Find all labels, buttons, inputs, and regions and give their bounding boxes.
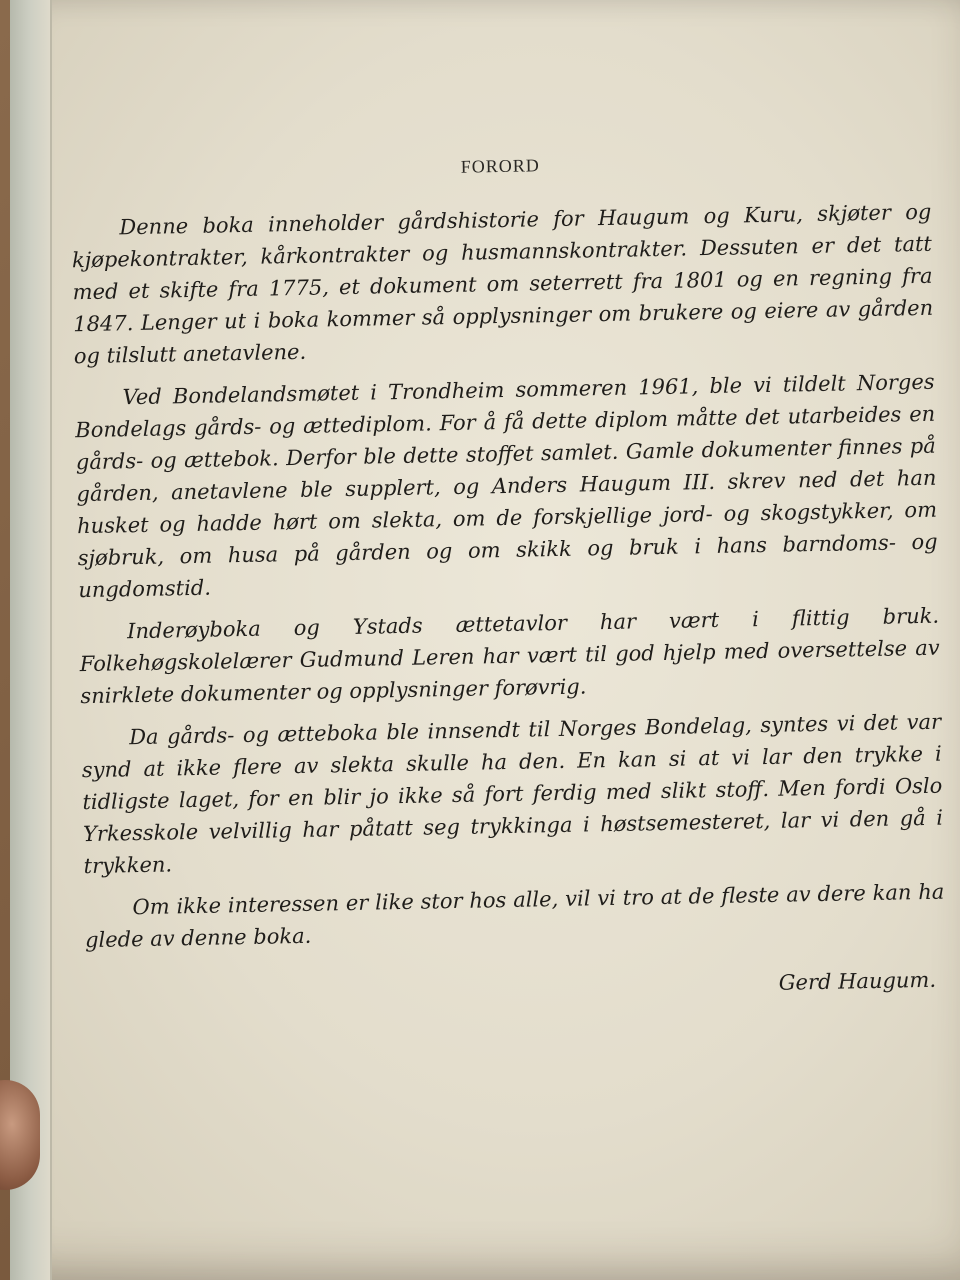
paragraph-3: Inderøyboka og Ystads ættetavlor har vært i flittig bruk. Folkehøgskolelærer Gudmund Leren har vært til god hjelp med oversettelse av snirklete dokumenter og opplysninger forøvrig.	[79, 603, 940, 709]
signature: Gerd Haugum.	[778, 967, 937, 995]
page-title: FORORD	[460, 155, 541, 177]
book-page	[10, 0, 960, 1280]
preface-text-block	[70, 142, 946, 1012]
paragraph-2: Ved Bondelandsmøtet i Trondheim sommeren 1961, ble vi tildelt Norges Bondelags gårds- og ættediplom. For å få dette diplom måtte det utarbeides en gårds- og ættebok. Derfor ble dette stoffet samlet. Gamle dokumenter finnes på gården, anetavlene ble supplert, og Anders Haugum III. skrev ned det han husket og hadde hørt om slekta, om de forskjellige jord- og skogstykker, om sjøbruk, om husa på gården og om skikk og bruk i hans barndoms- og ungdomstid.	[75, 369, 938, 603]
finger-edge	[0, 1080, 40, 1190]
paragraph-4: Da gårds- og ætteboka ble innsendt til Norges Bondelag, syntes vi det var synd at ikke flere av slekta skulle ha den. En kan si at vi lar den trykke i tidligste laget, for en blir jo ikke så fort ferdig med slikt stoff. Men fordi Oslo Yrkesskole velvillig har påtatt seg trykkinga i høstsemesteret, lar vi den gå i trykken.	[81, 709, 944, 879]
paragraph-5: Om ikke interessen er like stor hos alle, vil vi tro at de fleste av dere kan ha glede av denne boka.	[84, 879, 945, 953]
paragraph-1: Denne boka inneholder gårdshistorie for Haugum og Kuru, skjøter og kjøpekontrakter, kårkontrakter og husmannskontrakter. Dessuten er det tatt med et skifte fra 1775, et dokument om seterrett fra 1801 og en regning fra 1847. Lenger ut i boka kommer så opplysninger om brukere og eiere av gården og tilslutt anetavlene.	[71, 199, 934, 369]
